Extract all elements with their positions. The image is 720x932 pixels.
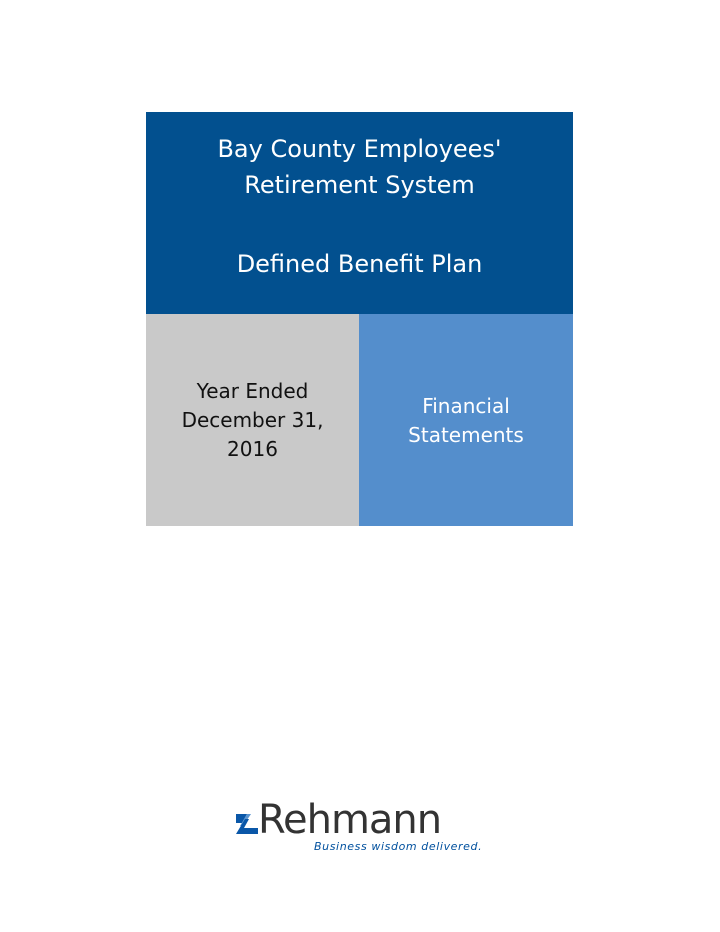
report-type-line: Financial (422, 394, 510, 418)
cover-panel (146, 112, 573, 526)
period-line: 2016 (227, 437, 278, 461)
period-line: December 31, (181, 408, 324, 432)
logo-tagline: Business wisdom delivered. (314, 840, 483, 853)
period-line: Year Ended (196, 379, 309, 403)
logo-wordmark: Rehmann (258, 797, 442, 843)
rehmann-logo-icon (234, 811, 260, 837)
title-line-system: Retirement System (244, 171, 475, 199)
rehmann-logo (234, 797, 484, 860)
period-block (146, 314, 359, 526)
title-line-plan: Defined Benefit Plan (236, 250, 483, 278)
period-text (146, 377, 359, 464)
report-type-block (359, 314, 573, 526)
title-block (146, 112, 573, 314)
report-type-line: Statements (408, 423, 524, 447)
title-line-organization: Bay County Employees' (217, 135, 502, 163)
report-type-text (359, 392, 573, 450)
